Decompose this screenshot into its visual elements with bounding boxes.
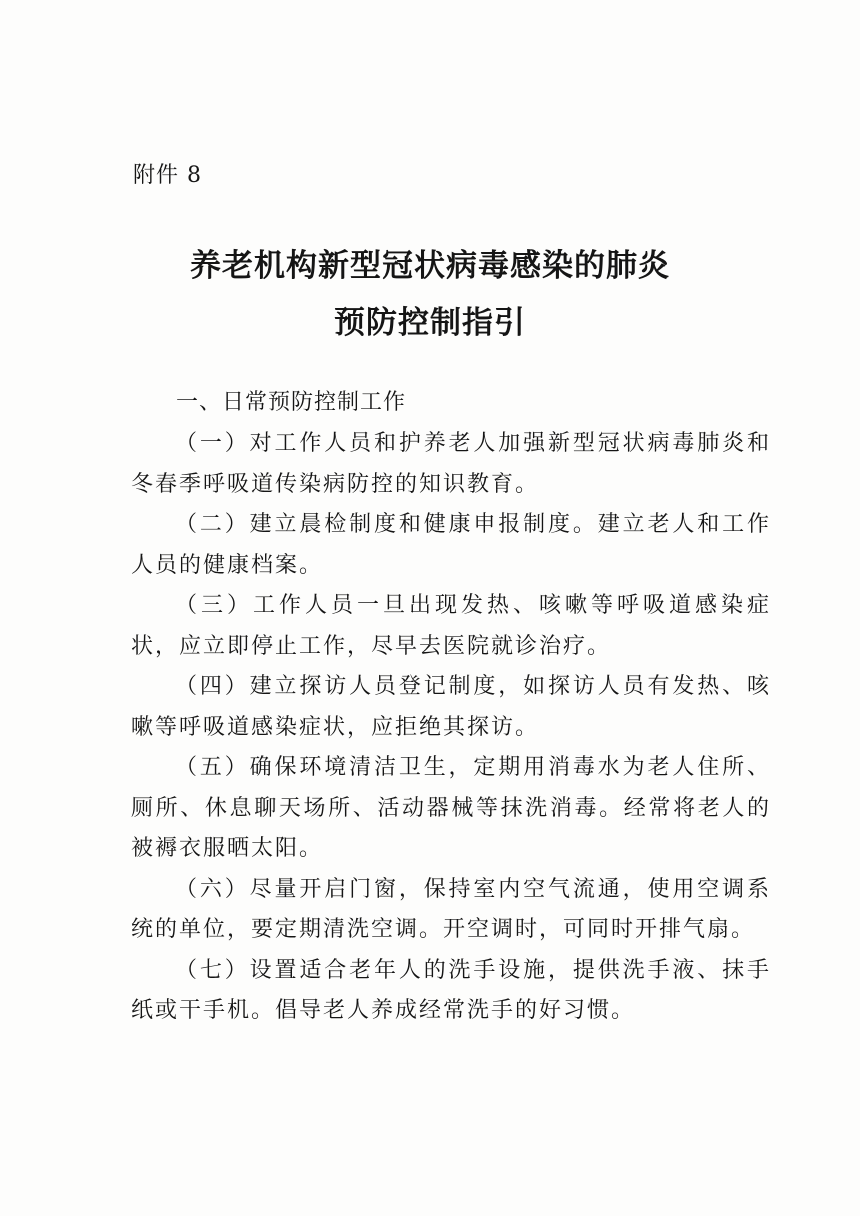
guideline-item-4: （四）建立探访人员登记制度，如探访人员有发热、咳嗽等呼吸道感染症状，应拒绝其探访。 — [131, 674, 771, 740]
guideline-item-5: （五）确保环境清洁卫生，定期用消毒水为老人住所、厕所、休息聊天场所、活动器械等抹洗消毒。经常将老人的被褥衣服晒太阳。 — [131, 755, 771, 861]
annex-label: 附件 8 — [133, 163, 202, 188]
document-title — [0, 238, 860, 352]
guideline-item-6: （六）尽量开启门窗，保持室内空气流通，使用空调系统的单位，要定期清洗空调。开空调时，可同时开排气扇。 — [131, 876, 771, 942]
section-heading: 一、日常预防控制工作 — [176, 390, 407, 415]
title-line-2: 预防控制指引 — [334, 305, 526, 341]
guideline-item-1: （一）对工作人员和护养老人加强新型冠状病毒肺炎和冬春季呼吸道传染病防控的知识教育。 — [131, 431, 771, 497]
guideline-list — [131, 424, 771, 1032]
guideline-item-3: （三）工作人员一旦出现发热、咳嗽等呼吸道感染症状，应立即停止工作，尽早去医院就诊治疗。 — [131, 593, 771, 659]
guideline-item-2: （二）建立晨检制度和健康申报制度。建立老人和工作人员的健康档案。 — [131, 512, 771, 578]
guideline-item-7: （七）设置适合老年人的洗手设施，提供洗手液、抹手纸或干手机。倡导老人养成经常洗手的好习惯。 — [131, 957, 771, 1023]
title-line-1: 养老机构新型冠状病毒感染的肺炎 — [190, 248, 670, 284]
